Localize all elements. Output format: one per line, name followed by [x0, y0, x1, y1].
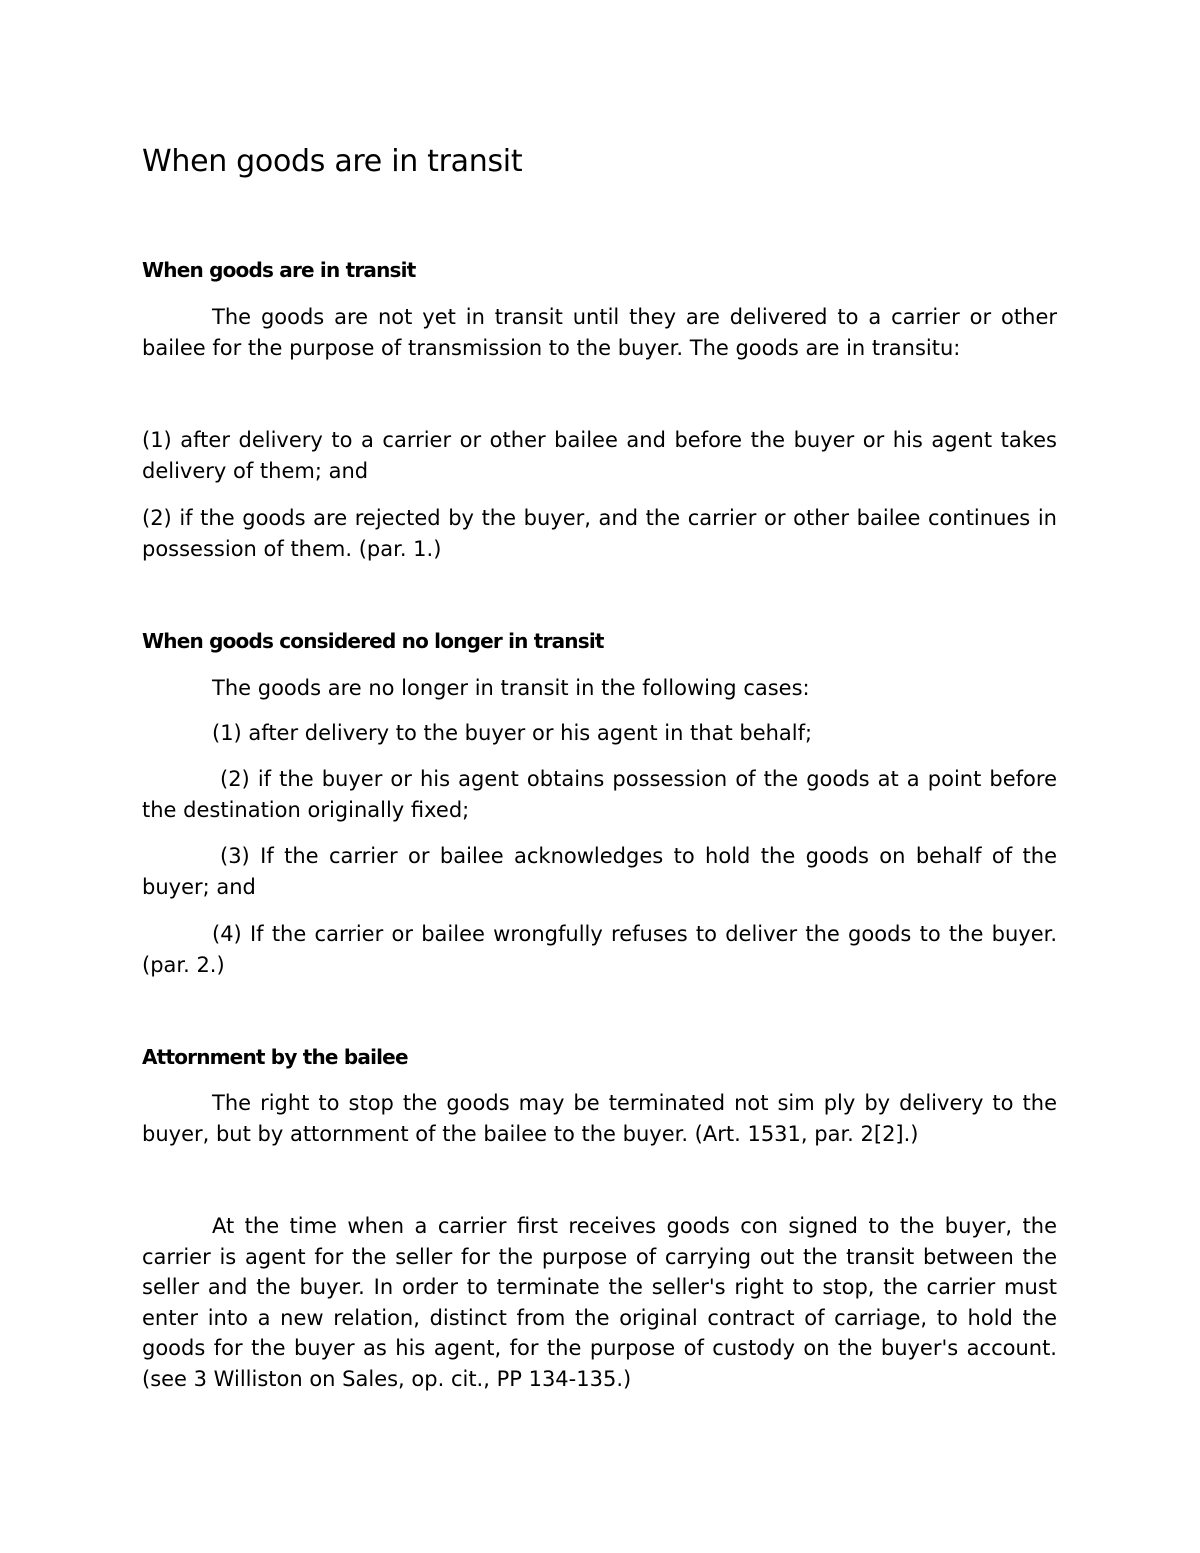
page-title: When goods are in transit [142, 144, 523, 179]
list-item: (2) if the buyer or his agent obtains possession of the goods at a point before the destination originally fixed; [142, 767, 1057, 822]
section-heading-in-transit: When goods are in transit [142, 258, 416, 282]
list-item: (4) If the carrier or bailee wrongfully refuses to deliver the goods to the buyer. (par. 2.) [142, 922, 1057, 977]
section-heading-attornment: Attornment by the bailee [142, 1045, 408, 1069]
list-item: (3) If the carrier or bailee acknowledges to hold the goods on behalf of the buyer; and [142, 844, 1057, 899]
paragraph: (2) if the goods are rejected by the buyer, and the carrier or other bailee continues in possession of them. (par. 1.) [142, 506, 1057, 561]
paragraph: (1) after delivery to a carrier or other bailee and before the buyer or his agent takes delivery of them; and [142, 428, 1057, 483]
paragraph: The goods are not yet in transit until they are delivered to a carrier or other bailee for the purpose of transmission to the buyer. The goods are in transitu: [142, 305, 1057, 360]
paragraph: The right to stop the goods may be terminated not sim ply by delivery to the buyer, but by attornment of the bailee to the buyer. (Art. 1531, par. 2[2].) [142, 1091, 1057, 1146]
paragraph: The goods are no longer in transit in the following cases: [212, 676, 810, 700]
section-heading-no-longer-in-transit: When goods considered no longer in transit [142, 629, 604, 653]
list-item: (1) after delivery to the buyer or his agent in that behalf; [212, 721, 813, 745]
paragraph: At the time when a carrier first receives goods con signed to the buyer, the carrier is agent for the seller for the purpose of carrying out the transit between the seller and the buyer. In order to terminate the seller's right to stop, the carrier must enter into a new relation, distinct from the original contract of carriage, to hold the goods for the buyer as his agent, for the purpose of custody on the buyer's account. (see 3 Williston on Sales, op. cit., PP 134-135.) [142, 1214, 1057, 1391]
